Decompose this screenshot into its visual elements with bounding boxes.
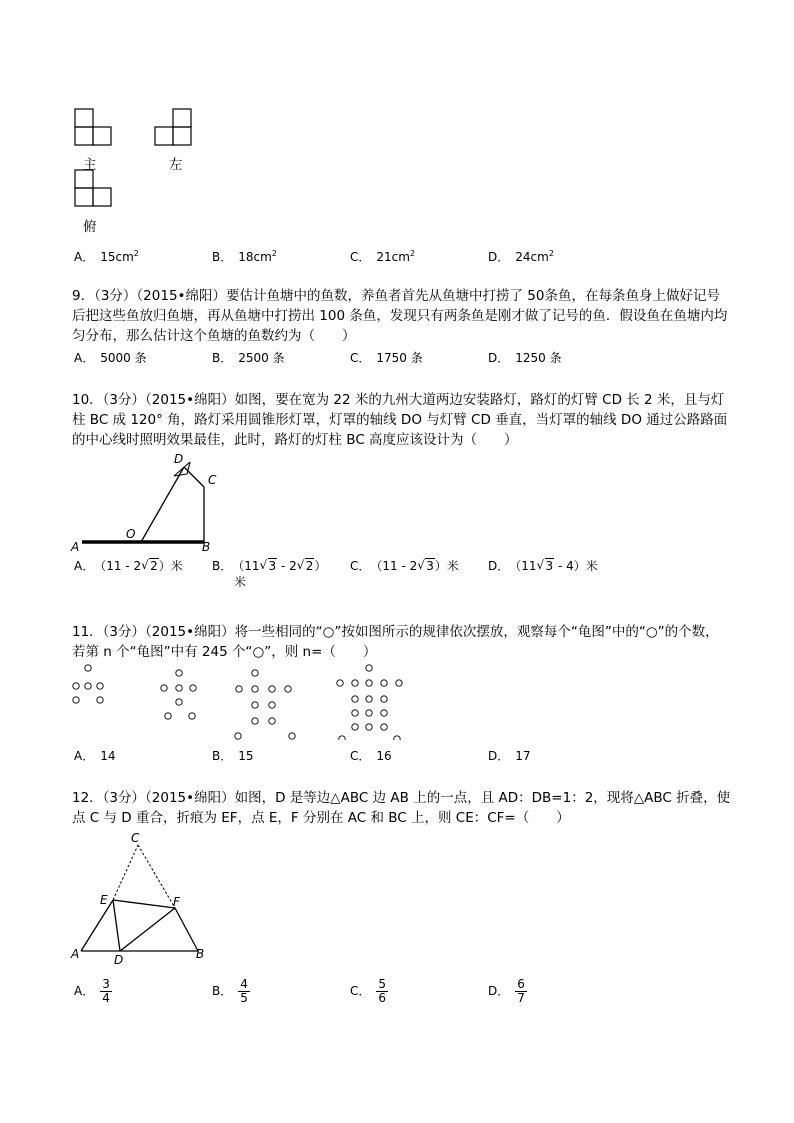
q12-option-b[interactable]: B． $\frac{4}{5}$ bbox=[212, 977, 248, 1005]
top-view-label: 俯 bbox=[83, 219, 97, 235]
q9-option-c[interactable]: C． 1750 条 bbox=[350, 351, 423, 365]
front-view-label: 主 bbox=[83, 157, 97, 173]
q12-fraction-d: $\frac{6}{7}$ bbox=[517, 977, 525, 1005]
q11-text: 11．（3分）（2015•绵阳）将一些相同的“○”按如图所示的规律依次摆放，观察每个“龟图”中的“○”的个数，若第 n 个“龟图”中有 245 个“○”，则 n=（ ） bbox=[72, 624, 719, 660]
q11-option-d[interactable]: D． 17 bbox=[488, 749, 531, 763]
q12-option-c[interactable]: C． $\frac{5}{6}$ bbox=[350, 977, 387, 1005]
fig10-label-c: C bbox=[208, 473, 217, 487]
q12-option-d[interactable]: D． $\frac{6}{7}$ bbox=[488, 977, 525, 1005]
folded-triangle-figure bbox=[68, 830, 218, 970]
q10-option-b[interactable]: B． （11√ 3 - 2√ 2） 米 bbox=[212, 558, 326, 590]
fig12-label-a: A bbox=[71, 947, 80, 961]
fig10-label-a: A bbox=[71, 540, 80, 554]
q9-text: 9．（3分）（2015•绵阳）要估计鱼塘中的鱼数，养鱼者首先从鱼塘中打捞了 50条鱼，在每条鱼身上做好记号后把这些鱼放归鱼塘，再从鱼塘中打捞出 100 条鱼，发现只有两条鱼是刚才做了记号的鱼．假设鱼在鱼塘内均匀分布，那么估计这个鱼塘的鱼数约为（ ） bbox=[72, 288, 728, 344]
fig12-label-f: F bbox=[173, 895, 180, 909]
fig10-label-d: D bbox=[174, 452, 184, 466]
q9-option-b[interactable]: B． 2500 条 bbox=[212, 351, 285, 365]
turtle-circle-patterns bbox=[68, 660, 418, 740]
q11-option-c[interactable]: C． 16 bbox=[350, 749, 392, 763]
q11-option-b[interactable]: B． 15 bbox=[212, 749, 254, 763]
q10-option-d[interactable]: D． （11√ 3 - 4）米 bbox=[488, 558, 598, 574]
q8-option-a[interactable]: A． $15cm^2$ bbox=[74, 249, 139, 264]
fig10-label-o: O bbox=[126, 527, 136, 541]
left-view-label: 左 bbox=[169, 157, 183, 173]
fig12-label-e: E bbox=[100, 893, 108, 907]
q8-option-c[interactable]: C． $21cm^2$ bbox=[350, 249, 416, 264]
fig10-label-b: B bbox=[202, 540, 211, 554]
q8-option-b[interactable]: B． $18cm^2$ bbox=[212, 249, 277, 264]
q9-option-d[interactable]: D． 1250 条 bbox=[488, 351, 562, 365]
q10-text: 10．（3分）（2015•绵阳）如图，要在宽为 22 米的九州大道两边安装路灯，路灯的灯臂 CD 长 2 米，且与灯柱 BC 成 120° 角，路灯采用圆锥形灯罩，灯罩的轴线 DO 与灯臂 CD 垂直，当灯罩的轴线 DO 通过公路路面的中心线时照明效果最佳，此时，路灯的灯柱 BC 高度应该设计为（ ） bbox=[72, 392, 728, 448]
q12-option-a[interactable]: A． $\frac{3}{4}$ bbox=[74, 977, 110, 1005]
q10-option-c[interactable]: C． （11 - 2√ 3）米 bbox=[350, 558, 459, 574]
q8-option-d[interactable]: D． $24cm^2$ bbox=[488, 249, 554, 264]
fig12-label-c: C bbox=[131, 831, 140, 845]
q11-option-a[interactable]: A． 14 bbox=[74, 749, 116, 763]
q12-fraction-b: $\frac{4}{5}$ bbox=[240, 977, 248, 1005]
streetlight-figure bbox=[68, 450, 228, 555]
q9-option-a[interactable]: A． 5000 条 bbox=[74, 351, 147, 365]
q12-text: 12．（3分）（2015•绵阳）如图，D 是等边△ABC 边 AB 上的一点，且 AD：DB=1：2，现将△ABC 折叠，使点 C 与 D 重合，折痕为 EF，点 E，F 分别在 AC 和 BC 上，则 CE：CF=（ ） bbox=[72, 790, 731, 826]
fig12-label-b: B bbox=[196, 947, 205, 961]
fig12-label-d: D bbox=[114, 953, 124, 967]
q12-fraction-c: $\frac{5}{6}$ bbox=[378, 977, 387, 1005]
q12-fraction-a: $\frac{3}{4}$ bbox=[102, 977, 110, 1005]
q10-option-a[interactable]: A． （11 - 2√ 2）米 bbox=[74, 558, 183, 574]
